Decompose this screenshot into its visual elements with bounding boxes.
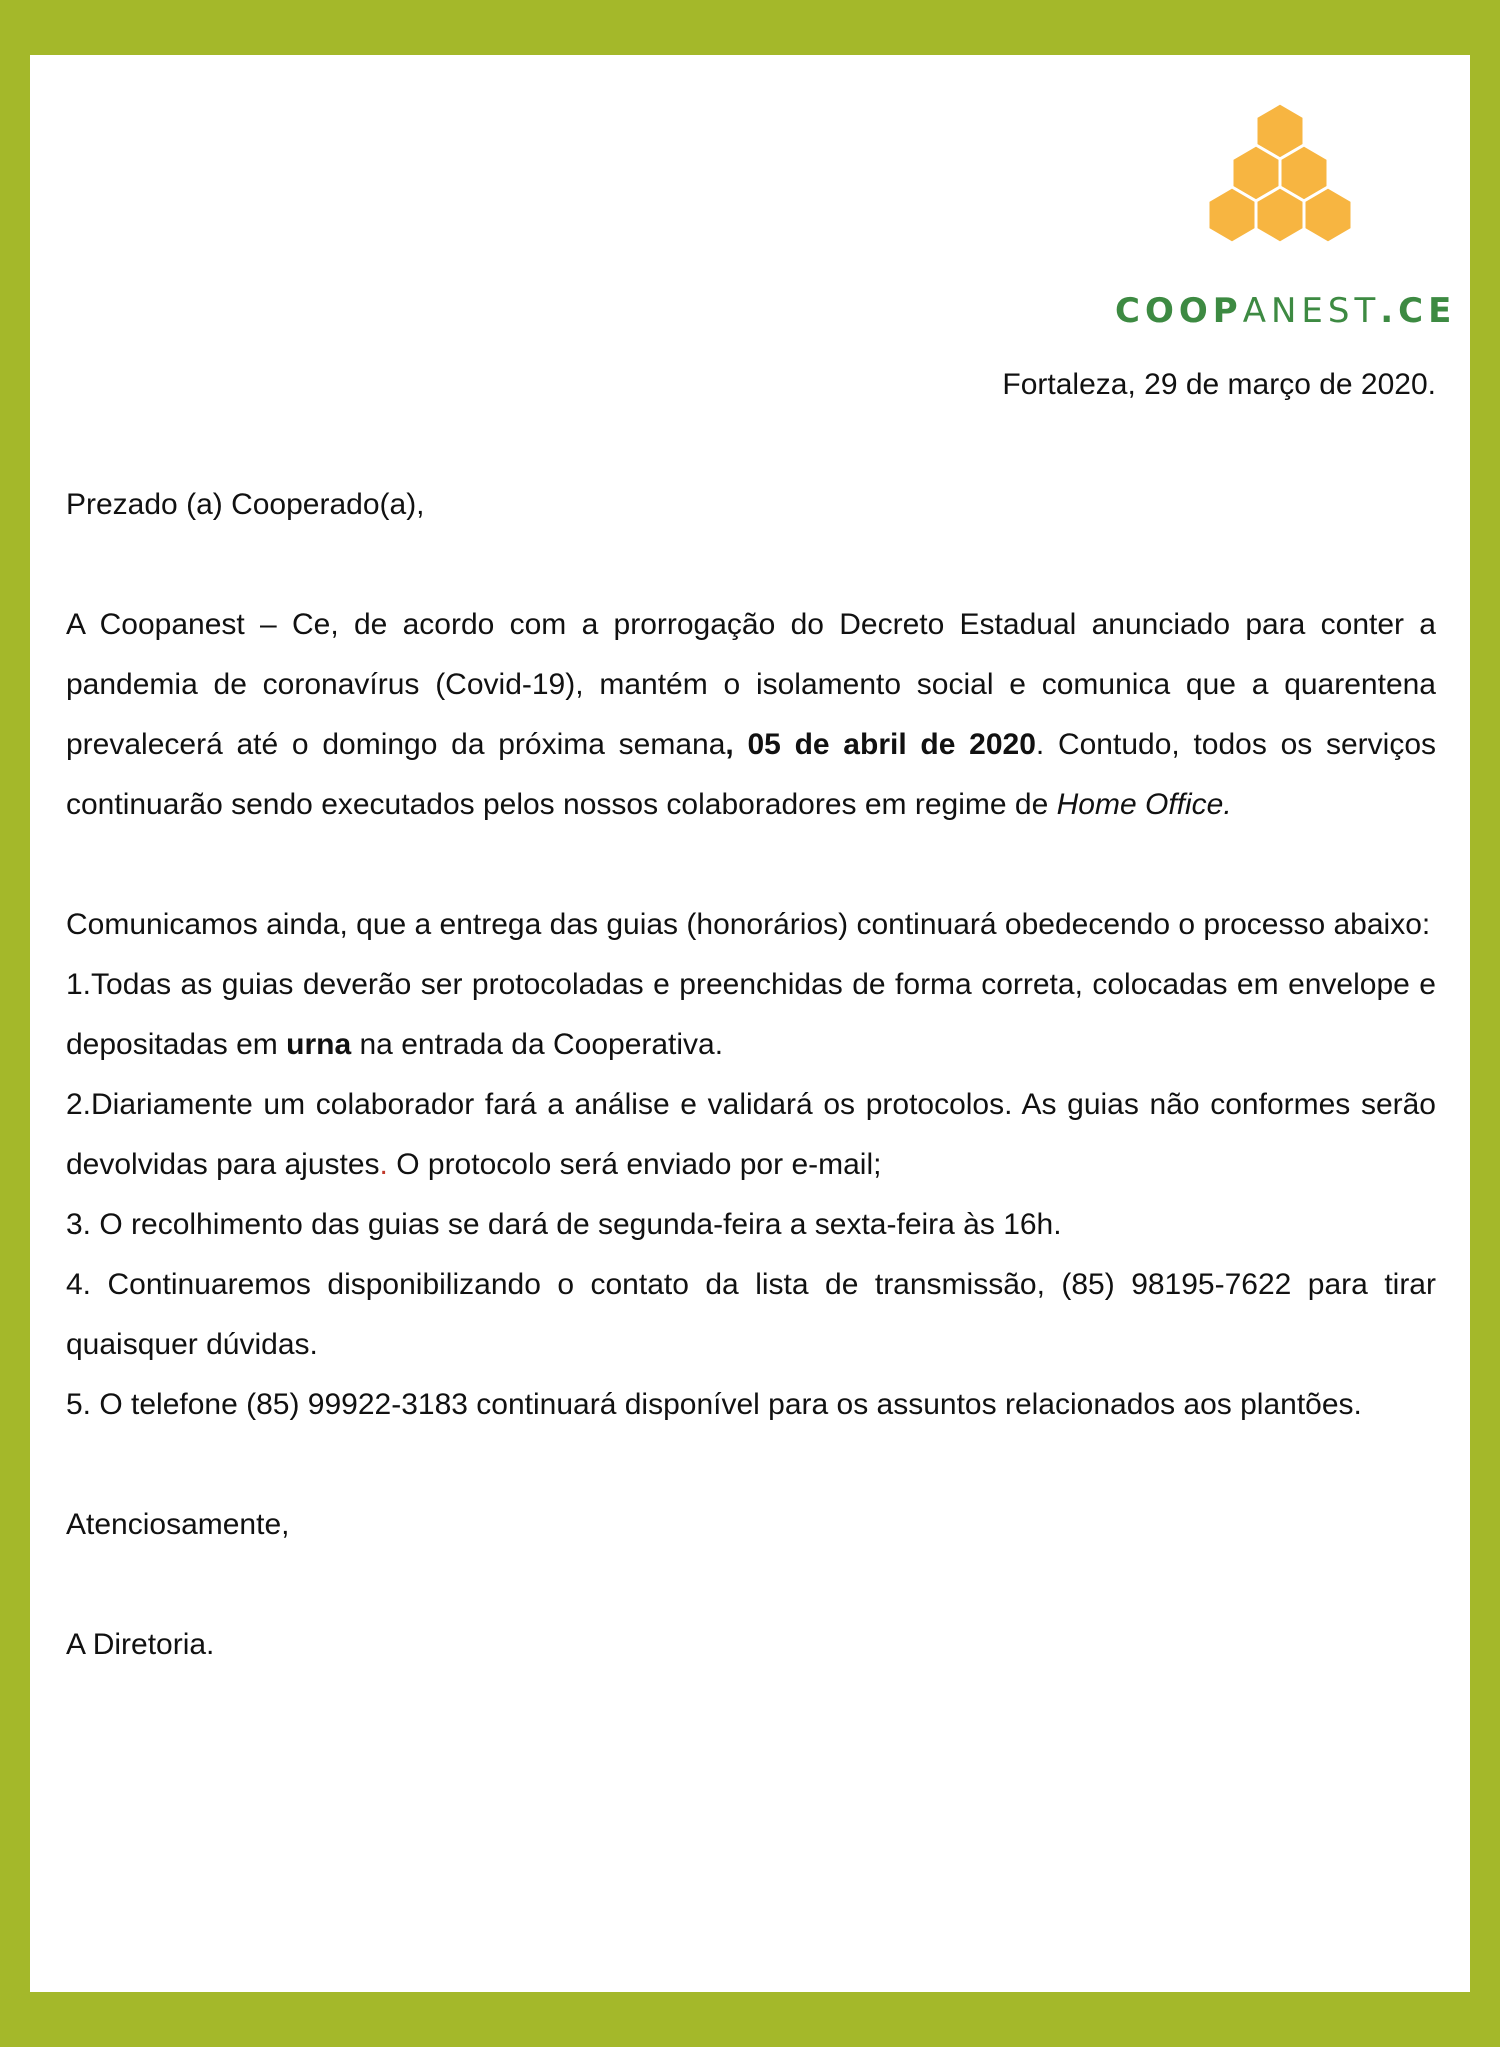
- paragraph-quarantine: A Coopanest – Ce, de acordo com a prorrogação do Decreto Estadual anunciado para conter a pandemia de coronavírus (Covid-19), mantém o isolamento social e comunica que a quarentena prevalecerá até o domingo da próxima semana, 05 de abril de 2020. Contudo, todos os serviços continuarão sendo executados pelos nossos colaboradores em regime de Home Office.: [66, 608, 1437, 821]
- date-line: Fortaleza, 29 de março de 2020.: [1002, 368, 1436, 401]
- greeting: Prezado (a) Cooperado(a),: [66, 488, 425, 521]
- honeycomb-logo-icon: [1195, 103, 1365, 283]
- list-item-3: 3. O recolhimento das guias se dará de segunda-feira a sexta-feira às 16h.: [66, 1208, 1062, 1241]
- list-item-4: 4. Continuaremos disponibilizando o contato da lista de transmissão, (85) 98195-7622 para tirar quaisquer dúvidas.: [66, 1268, 1436, 1361]
- list-item-2: 2.Diariamente um colaborador fará a análise e validará os protocolos. As guias não conformes serão devolvidas para ajustes. O protocolo será enviado por e-mail;: [66, 1088, 1436, 1181]
- signature: A Diretoria.: [66, 1628, 215, 1661]
- closing: Atenciosamente,: [66, 1508, 290, 1541]
- letter-body: [66, 355, 1436, 1675]
- letter-page: [30, 55, 1470, 1992]
- list-item-1: 1.Todas as guias deverão ser protocoladas e preenchidas de forma correta, colocadas em envelope e depositadas em urna na entrada da Cooperativa.: [66, 968, 1436, 1061]
- list-item-5: 5. O telefone (85) 99922-3183 continuará disponível para os assuntos relacionados aos plantões.: [66, 1388, 1362, 1421]
- coopanest-logo: [1115, 103, 1457, 343]
- logo-wordmark: COOPANEST.CE: [1115, 291, 1457, 331]
- paragraph-guides: Comunicamos ainda, que a entrega das guias (honorários) continuará obedecendo o processo abaixo:: [66, 908, 1431, 941]
